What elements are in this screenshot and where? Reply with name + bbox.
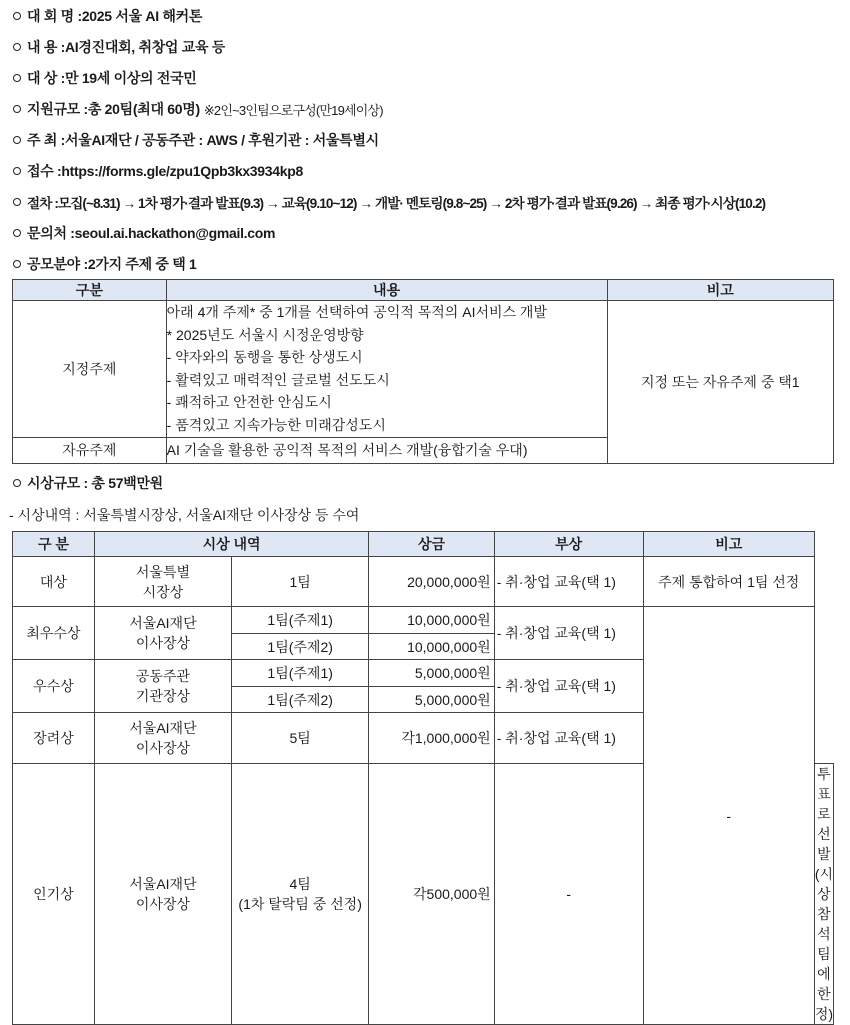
award-category: 인기상: [13, 764, 95, 1025]
content-line: 아래 4개 주제* 중 1개를 선택하여 공익적 목적의 AI서비스 개발: [166, 304, 547, 320]
table-header-row: [13, 280, 834, 301]
award-category: 장려상: [13, 713, 95, 764]
topic-note: 지정 또는 자유주제 중 택1: [607, 301, 834, 464]
info-value: 모집(~8.31) → 1차 평가·결과 발표(9.3) → 교육(9.10~12) → 개발· 멘토링(9.8~25) → 2차 평가·결과 발표(9.26) → 최종 평가·시상(10.2): [57, 196, 766, 211]
award-giver: 서울특별 시장상: [94, 557, 231, 607]
award-prize: 각1,000,000원: [369, 713, 494, 764]
bullet-icon: [13, 136, 21, 144]
content-line: - 품격있고 지속가능한 미래감성도시: [166, 416, 386, 433]
info-label: 대 상 :: [27, 70, 65, 86]
bullet-icon: [13, 229, 21, 237]
info-process: [13, 192, 765, 212]
bullet-icon: [13, 105, 21, 113]
free-content: AI 기술을 활용한 공익적 목적의 서비스 개발(융합기술 우대): [166, 437, 607, 463]
info-label: 주 최 :: [27, 132, 65, 148]
bullet-icon: [13, 198, 21, 206]
award-prize: 10,000,000원: [369, 634, 494, 660]
award-extra: - 취·창업 교육(택 1): [494, 660, 643, 713]
info-value: 2025 서울 AI 해커톤: [81, 8, 203, 24]
award-extra: - 취·창업 교육(택 1): [494, 713, 643, 764]
info-label: 대 회 명 :: [27, 8, 82, 24]
info-value: 총 20팀(최대 60명): [87, 101, 200, 117]
content-line: - 활력있고 매력적인 글로벌 선도도시: [166, 371, 390, 388]
award-teams: 1팀(주제1): [232, 607, 369, 634]
award-teams: 1팀(주제2): [232, 687, 369, 713]
info-apply: [13, 161, 303, 181]
award-category: 최우수상: [13, 607, 95, 660]
award-category: 대상: [13, 557, 95, 607]
award-note: 주제 통합하여 1팀 선정: [643, 557, 814, 607]
info-note: ※2인~3인팀으로구성(만19세이상): [203, 102, 383, 118]
bullet-icon: [13, 479, 21, 487]
content-line: - 약자와의 동행을 통한 상생도시: [166, 349, 363, 366]
info-label: 내 용 :: [27, 39, 65, 55]
award-giver: 서울AI재단 이사장상: [94, 713, 231, 764]
award-prize: 각500,000원: [369, 764, 494, 1025]
info-field: [13, 254, 197, 274]
award-giver: 서울AI재단 이사장상: [94, 607, 231, 660]
award-teams: 5팀: [232, 713, 369, 764]
content-line: - 쾌적하고 안전한 안심도시: [166, 394, 332, 411]
info-label: 절차 :: [27, 196, 58, 211]
info-contact: [13, 223, 275, 243]
award-giver: 서울AI재단 이사장상: [94, 764, 231, 1025]
info-target: [13, 68, 197, 88]
info-value: AI경진대회, 취창업 교육 등: [65, 39, 225, 55]
award-title: [13, 473, 163, 493]
table-row: [13, 607, 834, 634]
award-teams: 1팀: [232, 557, 369, 607]
award-extra: - 취·창업 교육(택 1): [494, 557, 643, 607]
award-teams: 4팀 (1차 탈락팀 중 선정): [232, 764, 369, 1025]
header-cell: 내용: [166, 280, 607, 301]
award-teams: 1팀(주제2): [232, 634, 369, 660]
designated-content: [166, 301, 607, 438]
header-cell: 상금: [369, 532, 494, 557]
bullet-icon: [13, 260, 21, 268]
table-row: [13, 301, 834, 438]
award-title-text: 시상규모 : 총 57백만원: [27, 475, 163, 491]
apply-link[interactable]: https://forms.gle/zpu1Qpb3kx3934kp8: [61, 163, 303, 179]
award-prize: 5,000,000원: [369, 687, 494, 713]
header-cell: 구분: [13, 280, 167, 301]
award-table: [12, 531, 834, 1025]
info-host: [13, 130, 379, 150]
info-value: 만 19세 이상의 전국민: [65, 70, 197, 86]
contact-email[interactable]: seoul.ai.hackathon@gmail.com: [74, 225, 276, 241]
info-label: 접수 :: [27, 163, 62, 179]
header-cell: 비고: [607, 280, 834, 301]
bullet-icon: [13, 167, 21, 175]
designated-label: 지정주제: [13, 301, 167, 438]
award-teams: 1팀(주제1): [232, 660, 369, 687]
header-cell: 구 분: [13, 532, 95, 557]
info-label: 공모분야 :: [27, 256, 88, 272]
table-row: [13, 557, 834, 607]
info-event: [13, 6, 202, 26]
award-note: 투표로 선발(시상 참석팀에 한정): [814, 764, 833, 1025]
info-value: 서울AI재단 / 공동주관 : AWS / 후원기관 : 서울특별시: [65, 132, 379, 148]
award-prize: 10,000,000원: [369, 607, 494, 634]
info-value: 2가지 주제 중 택 1: [87, 256, 197, 272]
award-prize: 20,000,000원: [369, 557, 494, 607]
free-label: 자유주제: [13, 437, 167, 463]
award-prize: 5,000,000원: [369, 660, 494, 687]
bullet-icon: [13, 43, 21, 51]
award-giver: 공동주관 기관장상: [94, 660, 231, 713]
info-content: [13, 37, 225, 57]
award-details: - 시상내역 : 서울특별시장상, 서울AI재단 이사장상 등 수여: [9, 507, 360, 523]
bullet-icon: [13, 12, 21, 20]
header-cell: 시상 내역: [94, 532, 368, 557]
award-extra: - 취·창업 교육(택 1): [494, 607, 643, 660]
bullet-icon: [13, 74, 21, 82]
award-extra: -: [494, 764, 643, 1025]
header-cell: 부상: [494, 532, 643, 557]
table-header-row: [13, 532, 834, 557]
content-line: * 2025년도 서울시 시정운영방향: [166, 326, 364, 343]
info-label: 지원규모 :: [27, 101, 88, 117]
info-label: 문의처 :: [27, 225, 75, 241]
topic-table: [12, 279, 834, 464]
award-category: 우수상: [13, 660, 95, 713]
info-scale: [13, 99, 383, 119]
award-note: -: [643, 607, 814, 1025]
header-cell: 비고: [643, 532, 814, 557]
